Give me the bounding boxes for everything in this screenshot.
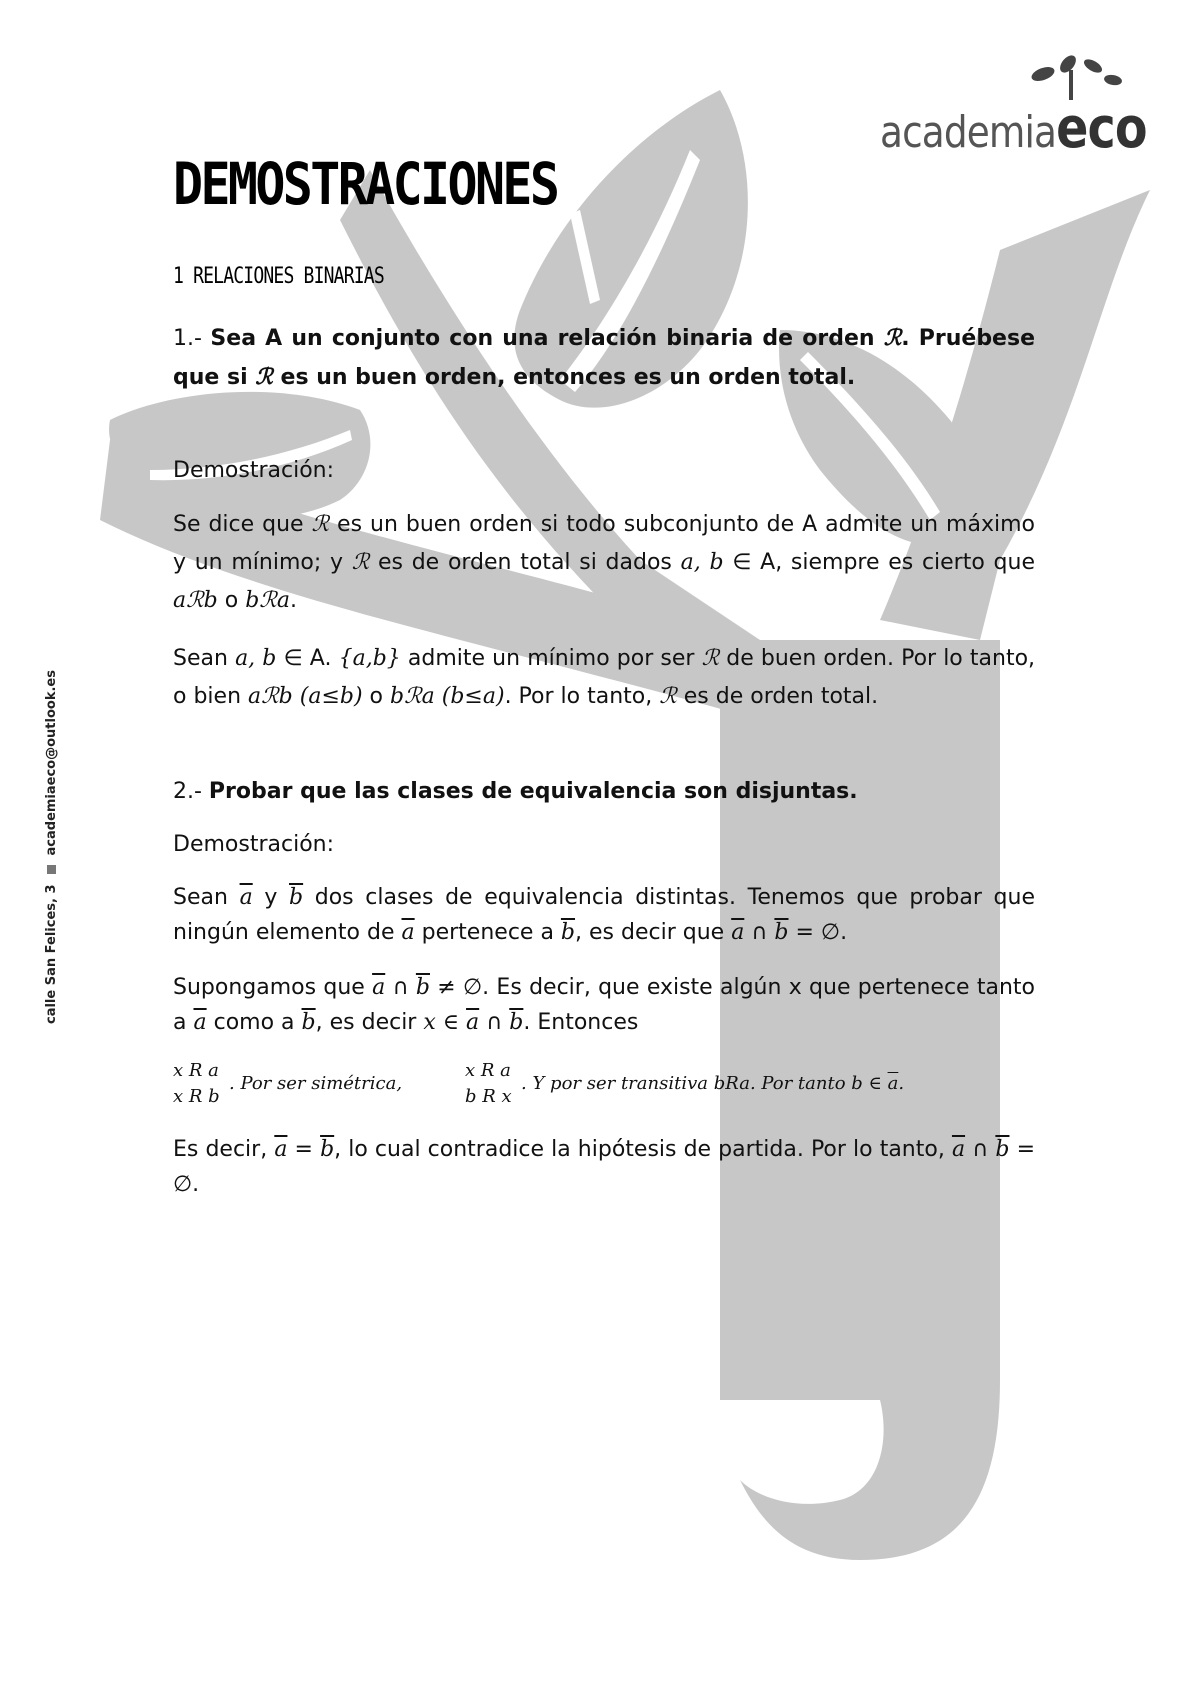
text: ∈ A, siempre es cierto que [723,550,1035,575]
equals: = [287,1137,321,1162]
text: . Pruébese que si [173,326,1035,390]
class-a: $\overline{a}$ [951,1137,966,1162]
math: bℛa (b≤a) [390,684,505,709]
derivation-text-1: . Por ser simétrica, [229,1073,403,1094]
text: dos clases de equivalencia distintas. Tenemos que probar que ningún elemento de [173,885,1035,945]
separator-square [47,865,56,874]
text: , es decir que [575,920,732,945]
exercise-1-statement [173,319,1035,397]
math: a, b [235,646,277,671]
logo-academia-text: academia [880,107,1057,158]
text: Sea A un conjunto con una relación binaria de orden [210,326,884,351]
demo-label-2: Demostración: [173,832,335,857]
class-b: $\overline{b}$ [774,920,789,945]
class-b: $\overline{b}$ [289,885,304,910]
exercise-1-paragraph-2 [173,640,1035,716]
text: de buen orden. Por lo tanto, o bien [173,646,1036,709]
text: = ∅. [788,920,848,945]
exercise-2-paragraph-1 [173,880,1035,950]
logo-eco-text: eco [1056,96,1147,161]
exercise-2-paragraph-2 [173,970,1035,1040]
class-a: $\overline{a}$ [193,1010,207,1035]
intersection: ∩ [385,975,416,1000]
leaf-logo-icon [1013,52,1143,102]
text: o [217,588,246,613]
exercise-1-paragraph-1 [173,506,1035,620]
class-a: $\overline{a}$ [887,1073,899,1094]
math: {a,b} [338,646,401,671]
text: Es decir, [173,1137,275,1162]
sidebar-contact [44,670,74,1024]
text: . Entonces [523,1010,639,1035]
class-a: $\overline{a}$ [239,885,253,910]
text: es un buen orden si todo subconjunto de A admite un máximo y un mínimo; y [173,512,1035,575]
text: . Por lo tanto, [504,684,660,709]
class-b: $\overline{b}$ [509,1010,524,1035]
text: es un buen orden, entonces es un orden total. [272,365,856,390]
demo-label-1: Demostración: [173,458,335,483]
system-1 [173,1058,220,1110]
relation-symbol: ℛ [883,325,902,351]
intersection: ∩ [744,920,775,945]
text: . [898,1073,905,1094]
text: Se dice que [173,512,312,537]
math: x ∈ [423,1010,467,1035]
system-2 [465,1058,512,1110]
text: = ∅. [173,1137,1035,1197]
derivation-text-2 [521,1071,904,1097]
text: , lo cual contradice la hipótesis de partida. Por lo tanto, [334,1137,952,1162]
exercise-2-statement [173,773,1035,811]
text: . Y por ser transitiva bRa. Por tanto b ∈ [521,1073,888,1094]
text: . [289,588,297,613]
math-derivation [173,1058,1035,1118]
class-b: $\overline{b}$ [320,1137,335,1162]
class-b: $\overline{b}$ [560,920,576,945]
class-b: $\overline{b}$ [995,1137,1010,1162]
class-a: $\overline{a}$ [731,920,745,945]
relation-symbol: ℛ [701,646,720,671]
text: pertenece a [414,920,561,945]
intersection: ∩ [965,1137,996,1162]
relation-symbol: ℛ [255,364,273,390]
text: admite un mínimo por ser [400,646,702,671]
text: o [362,684,391,709]
math: a, b [680,550,724,575]
class-a: $\overline{a}$ [372,975,386,1000]
text: es de orden total si dados [369,550,681,575]
page-title: DEMOSTRACIONES [173,150,558,218]
sidebar-email: academiaeco@outlook.es [44,670,59,856]
relation-symbol: ℛ [311,512,330,537]
logo-wordmark [880,96,1147,161]
text: , es decir [315,1010,424,1035]
system-line: x R a [173,1060,219,1081]
math: bℛa [245,588,290,613]
text: Sean [173,885,240,910]
text: y [252,885,290,910]
text: Supongamos que [173,975,373,1000]
exercise-number: 1.- [173,326,211,351]
text: Sean [173,646,236,671]
exercise-number: 2.- [173,779,209,804]
text: ∈ A. [276,646,339,671]
class-a: $\overline{a}$ [274,1137,288,1162]
text: Probar que las clases de equivalencia son disjuntas. [208,779,858,804]
class-a: $\overline{a}$ [401,920,415,945]
section-heading: 1 RELACIONES BINARIAS [173,264,384,289]
class-b: $\overline{b}$ [301,1010,316,1035]
intersection: ∩ [479,1010,510,1035]
relation-symbol: ℛ [351,550,370,575]
class-b: $\overline{b}$ [415,975,430,1000]
sidebar-address: calle San Felices, 3 [44,884,59,1024]
system-line: b R x [465,1086,512,1107]
text: como a [206,1010,302,1035]
text: ≠ ∅. Es decir, que existe algún x que pertenece tanto a [173,975,1035,1035]
class-a: $\overline{a}$ [466,1010,480,1035]
system-line: x R a [465,1060,511,1081]
math: aℛb (a≤b) [248,684,363,709]
academia-eco-logo [878,52,1160,162]
system-line: x R b [173,1086,220,1107]
relation-symbol: ℛ [659,684,677,709]
exercise-2-paragraph-3 [173,1132,1035,1202]
text: es de orden total. [676,684,879,709]
math: aℛb [173,588,218,613]
